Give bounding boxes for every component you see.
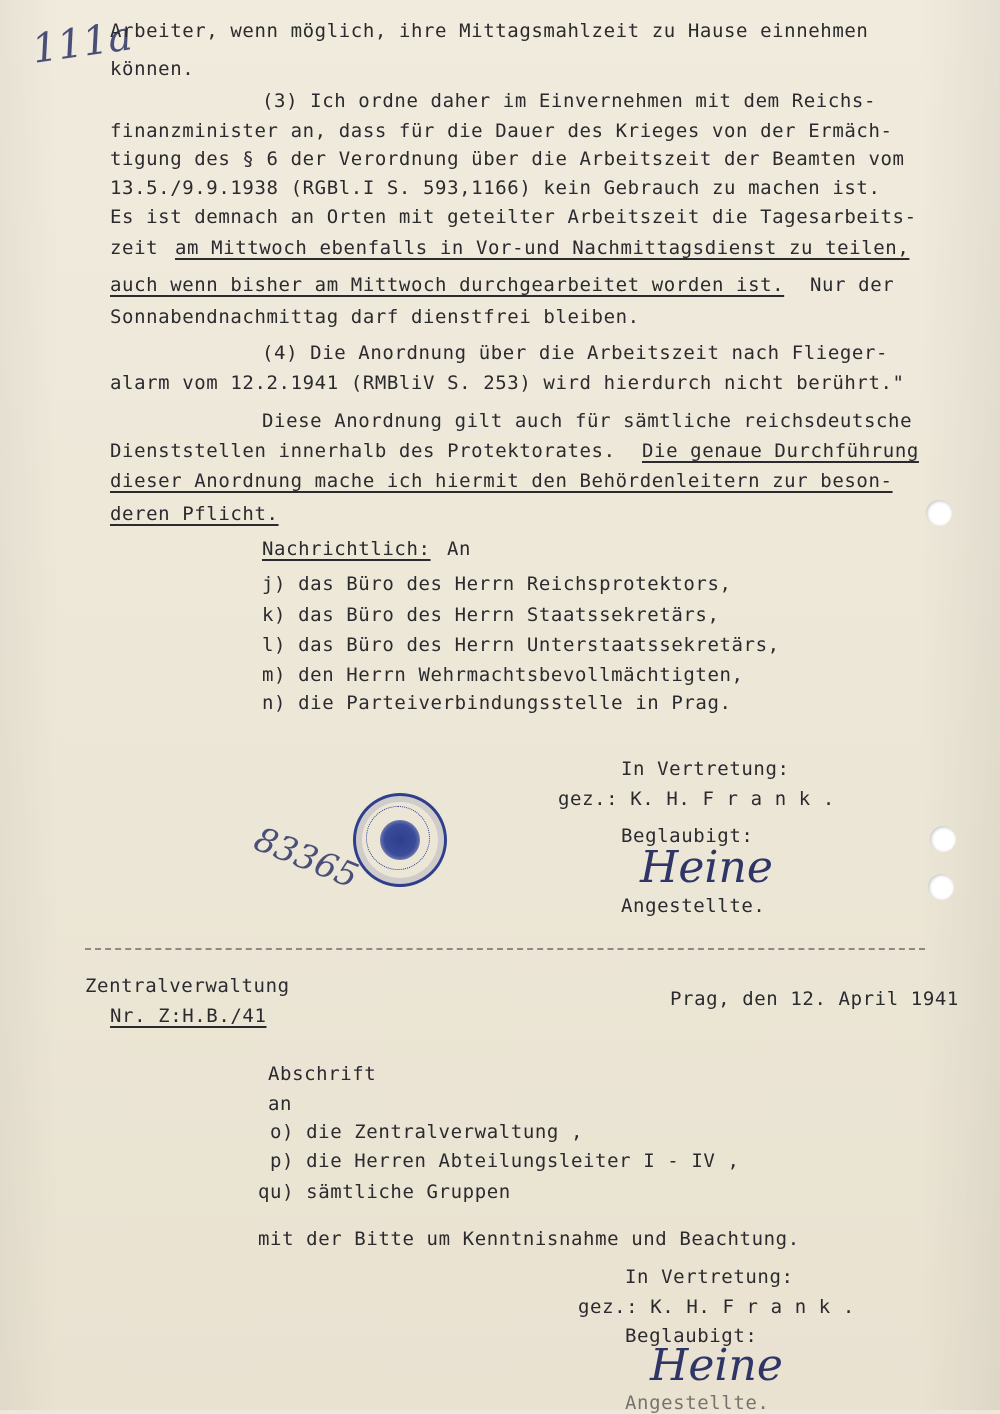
beglaubigt-label: Beglaubigt: (621, 825, 754, 847)
body-line: Diese Anordnung gilt auch für sämtliche reichsdeutsche (262, 410, 913, 432)
underlined-body-line: am Mittwoch ebenfalls in Vor-und Nachmittagsdienst zu teilen, (175, 237, 910, 259)
underlined-body-line: auch wenn bisher am Mittwoch durchgearbeitet worden ist. (110, 274, 785, 296)
signed-name: gez.: K. H. F r a n k . (578, 1296, 855, 1318)
section-separator (85, 948, 925, 950)
recipient-item: o) die Zentralverwaltung , (270, 1121, 584, 1143)
beglaubigt-label: Beglaubigt: (625, 1325, 758, 1347)
recipient-item: l) das Büro des Herrn Unterstaatssekretärs, (262, 634, 780, 656)
recipient-item: k) das Büro des Herrn Staatssekretärs, (262, 604, 720, 626)
in-vertretung-label: In Vertretung: (621, 758, 790, 780)
handwritten-archive-number: 83365 (248, 819, 364, 897)
recipient-item: p) die Herren Abteilungsleiter I - IV , (270, 1150, 740, 1172)
body-line: tigung des § 6 der Verordnung über die Arbeitszeit der Beamten vom (110, 148, 905, 170)
recipient-item: j) das Büro des Herrn Reichsprotektors, (262, 573, 732, 595)
body-line: Sonnabendnachmittag darf dienstfrei bleiben. (110, 306, 640, 328)
stamp-emblem (380, 820, 420, 860)
punch-hole (926, 500, 952, 526)
signer-title: Angestellte. (625, 1392, 770, 1414)
body-line: Dienststellen innerhalb des Protektorates. (110, 440, 616, 462)
signed-name: gez.: K. H. F r a n k . (558, 788, 835, 810)
office-name: Zentralverwaltung (85, 975, 290, 997)
underlined-body-line: dieser Anordnung mache ich hiermit den Behördenleitern zur beson- (110, 470, 893, 492)
body-line: zeit (110, 237, 159, 259)
recipient-item: m) den Herrn Wehrmachtsbevollmächtigten, (262, 664, 744, 686)
underlined-body-line: deren Pflicht. (110, 503, 279, 525)
body-line: Es ist demnach an Orten mit geteilter Arbeitszeit die Tagesarbeits- (110, 206, 917, 228)
recipient-item: n) die Parteiverbindungsstelle in Prag. (262, 692, 732, 714)
handwritten-folio-number: 111a (29, 13, 135, 73)
in-vertretung-label: In Vertretung: (625, 1266, 794, 1288)
underlined-body-line: Die genaue Durchführung (642, 440, 919, 462)
reference-number: Nr. Z:H.B./41 (110, 1005, 267, 1027)
official-stamp (353, 793, 447, 887)
place-date: Prag, den 12. April 1941 (670, 988, 959, 1010)
closing-line: mit der Bitte um Kenntnisnahme und Beachtung. (258, 1228, 800, 1250)
body-line: finanzminister an, dass für die Dauer des Krieges von der Ermäch- (110, 120, 893, 142)
body-line: Nur der (810, 274, 895, 296)
nachrichtlich-an: An (447, 538, 472, 560)
body-line: alarm vom 12.2.1941 (RMBliV S. 253) wird hierdurch nicht berührt." (110, 372, 905, 394)
punch-hole (930, 826, 956, 852)
recipient-item: qu) sämtliche Gruppen (258, 1181, 511, 1203)
abschrift-label: Abschrift (268, 1063, 377, 1085)
handwritten-signature: Heine (640, 842, 773, 893)
body-line: können. (110, 58, 195, 80)
signer-title: Angestellte. (621, 895, 766, 917)
nachrichtlich-label: Nachrichtlich: (262, 538, 431, 560)
body-line: (4) Die Anordnung über die Arbeitszeit nach Flieger- (262, 342, 889, 364)
punch-hole (928, 874, 954, 900)
body-line: (3) Ich ordne daher im Einvernehmen mit dem Reichs- (262, 90, 876, 112)
handwritten-signature: Heine (650, 1340, 783, 1391)
an-label: an (268, 1093, 293, 1115)
body-line: 13.5./9.9.1938 (RGBl.I S. 593,1166) kein Gebrauch zu machen ist. (110, 177, 881, 199)
body-line: Arbeiter, wenn möglich, ihre Mittagsmahlzeit zu Hause einnehmen (110, 20, 869, 42)
